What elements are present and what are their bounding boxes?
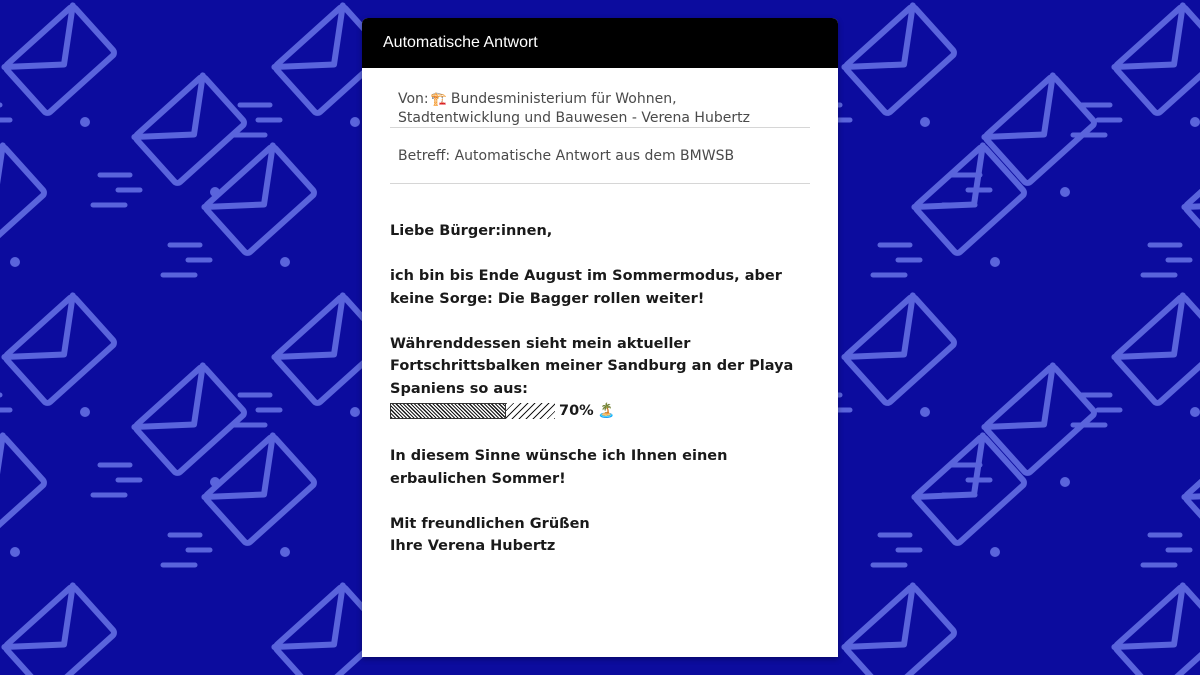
envelope-icon (1114, 585, 1200, 675)
speed-dot (350, 117, 360, 127)
speed-dot (10, 547, 20, 557)
envelope-icon (844, 585, 955, 675)
envelope-icon (844, 5, 955, 114)
from-sender-line1: Bundesministerium für Wohnen, (450, 91, 677, 107)
speed-dot (990, 547, 1000, 557)
progress-bar (390, 403, 555, 419)
progress-bar-fill (390, 403, 506, 419)
email-header (390, 90, 810, 184)
envelope-icon (134, 75, 245, 184)
subject-text: Automatische Antwort aus dem BMWSB (454, 148, 735, 164)
envelope-icon (4, 585, 115, 675)
speed-dot (1060, 477, 1070, 487)
subject-label: Betreff: (398, 148, 451, 164)
envelope-icon (1114, 5, 1200, 114)
envelope-icon (204, 435, 315, 544)
paragraph-progress-text: Währenddessen sieht mein aktueller Fortschrittsbalken meiner Sandburg an der Playa Spaniens so aus: (390, 335, 794, 397)
signature-block (390, 513, 810, 558)
construction-crane-icon: 🏗️ (430, 92, 447, 107)
speed-dot (210, 187, 220, 197)
speed-dot (350, 407, 360, 417)
speed-dot (210, 477, 220, 487)
progress-indicator (390, 400, 810, 423)
envelope-icon (4, 5, 115, 114)
email-window (362, 18, 838, 657)
progress-percent: 70% (559, 403, 594, 419)
envelope-icon (204, 145, 315, 254)
window-titlebar (362, 18, 838, 68)
speed-dot (990, 257, 1000, 267)
paragraph-progress (390, 333, 810, 423)
speed-dot (920, 407, 930, 417)
speed-dot (10, 257, 20, 267)
paragraph-wishes: In diesem Sinne wünsche ich Ihnen einen erbaulichen Sommer! (390, 448, 728, 487)
speed-dot (1060, 187, 1070, 197)
envelope-icon (134, 365, 245, 474)
envelope-icon (1184, 145, 1200, 254)
envelope-icon (1114, 295, 1200, 404)
from-field[interactable] (390, 90, 810, 128)
speed-dot (80, 117, 90, 127)
signature: Ihre Verena Hubertz (390, 538, 556, 554)
window-title: Automatische Antwort (383, 34, 538, 51)
speed-dot (1190, 407, 1200, 417)
progress-bar-remaining (506, 403, 556, 419)
envelope-icon (0, 435, 46, 544)
speed-dot (280, 547, 290, 557)
from-sender-line2: Stadtentwicklung und Bauwesen - Verena Hubertz (398, 110, 750, 126)
speed-dot (280, 257, 290, 267)
speed-dot (920, 117, 930, 127)
from-label: Von: (398, 91, 429, 107)
beach-umbrella-icon: 🏝️ (597, 403, 616, 419)
email-body (390, 220, 810, 558)
envelope-icon (844, 295, 955, 404)
speed-dot (1190, 117, 1200, 127)
subject-field[interactable] (390, 128, 810, 184)
envelope-icon (0, 145, 46, 254)
closing: Mit freundlichen Grüßen (390, 515, 590, 532)
greeting: Liebe Bürger:innen, (390, 223, 553, 239)
envelope-icon (4, 295, 115, 404)
speed-dot (80, 407, 90, 417)
envelope-icon (1184, 435, 1200, 544)
paragraph-sommermodus: ich bin bis Ende August im Sommermodus, aber keine Sorge: Die Bagger rollen weiter! (390, 268, 782, 307)
